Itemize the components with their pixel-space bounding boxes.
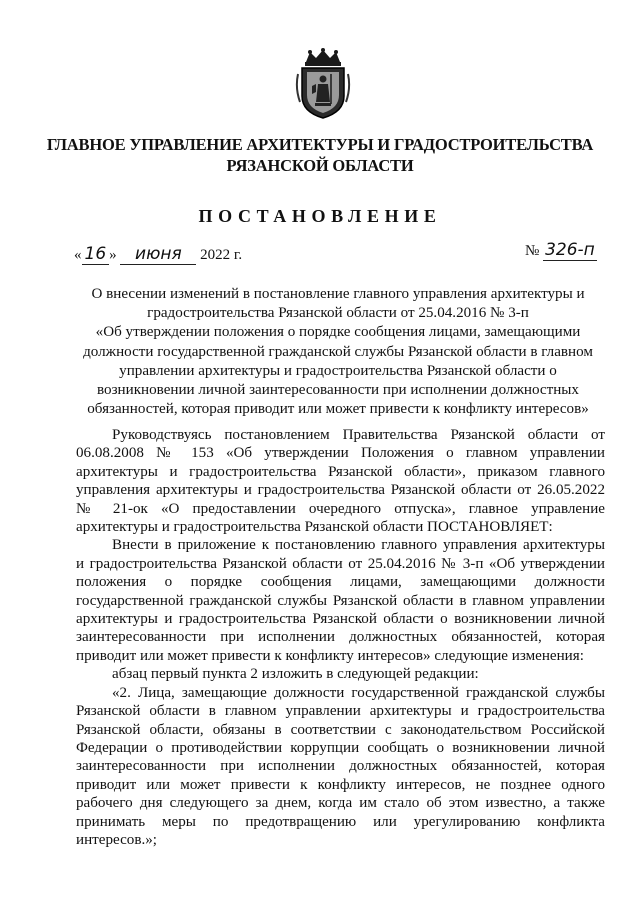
body-line: Рязанской области, обязаны в соответствии с законодательством Российской: [76, 721, 605, 738]
subject-line: управлении архитектуры и градостроительства Рязанской области о: [119, 362, 557, 379]
body-line: государственной гражданской службы Рязанской области в главном управлении: [76, 592, 605, 609]
subject-line: возникновении личной заинтересованности при исполнении должностных: [97, 382, 579, 399]
coat-of-arms-emblem: [294, 48, 352, 120]
subject-line: обязанностей, которая приводит или может привести к конфликту интересов»: [87, 401, 589, 418]
document-type-title: ПОСТАНОВЛЕНИЕ: [198, 206, 442, 226]
body-line: интересов.»;: [76, 831, 157, 848]
body-line: приводит или может привести к конфликту интересов, не позднее одного: [76, 776, 605, 793]
document-body: [76, 426, 605, 849]
subject-line: «Об утверждении положения о порядке сообщения лицами, замещающими: [95, 324, 581, 341]
subject-line: градостроительства Рязанской области от 25.04.2016 № 3-п: [147, 305, 529, 322]
body-line: абзац первый пункта 2 изложить в следующей редакции:: [112, 666, 479, 683]
body-line: и градостроительства Рязанской области от 25.04.2016 № 3-п «Об утверждении: [76, 555, 605, 572]
body-line: положения о порядке сообщения лицами, замещающими должности: [76, 574, 605, 591]
date-quote-close: »: [109, 247, 117, 263]
date-quote-open: «: [74, 247, 82, 263]
org-name-line1: ГЛАВНОЕ УПРАВЛЕНИЕ АРХИТЕКТУРЫ И ГРАДОСТРОИТЕЛЬСТВА: [46, 135, 594, 154]
body-line: заинтересованности при исполнении должностных обязанностей, которая: [76, 758, 605, 775]
subject-line: О внесении изменений в постановление главного управления архитектуры и: [91, 286, 585, 302]
body-line: заинтересованности при исполнении должностных обязанностей, которая: [76, 629, 605, 646]
date-year: 2022 г.: [200, 247, 243, 263]
body-line: архитектуры и градостроительства Рязанской области ПОСТАНОВЛЯЕТ:: [76, 519, 553, 536]
body-line: «2. Лица, замещающие должности государственной гражданской службы: [112, 684, 605, 701]
subject-line: должности государственной гражданской службы Рязанской области в главном: [83, 343, 593, 360]
body-line: архитектуры и градостроительства Рязанской области», приказом главного: [76, 463, 605, 480]
document-date: [74, 244, 242, 265]
body-line: Федерации о противодействии коррупции сообщать о возникновении личной: [76, 739, 605, 756]
body-line: управления архитектуры и градостроительства Рязанской области от 26.05.2022: [76, 482, 605, 499]
body-line: архитектуры и градостроительства Рязанской области о возникновении личной: [76, 611, 605, 628]
date-day: 16: [82, 244, 110, 265]
body-line: Руководствуясь постановлением Правительства Рязанской области от: [112, 427, 605, 443]
document-subject: [74, 285, 602, 419]
body-line: рабочего дня следующего за днем, когда им стало об этом известно, а также: [76, 795, 605, 812]
document-number: [525, 240, 597, 261]
body-line: Внести в приложение к постановлению главного управления архитектуры: [112, 537, 605, 554]
body-line: № 21-ок «О предоставлении очередного отпуска», главное управление: [76, 500, 605, 517]
body-line: Рязанской области в главном управлении архитектуры и градостроительства: [76, 703, 605, 720]
number-prefix: №: [525, 243, 540, 259]
body-line: приводит или может привести к конфликту интересов» следующие изменения:: [76, 647, 584, 664]
body-line: принимать меры по предотвращению или урегулированию конфликта: [76, 813, 605, 830]
body-line: 06.08.2008 № 153 «Об утверждении Положения о главном управлении: [76, 445, 605, 462]
date-month: июня: [120, 244, 196, 265]
number-value: 326-п: [545, 240, 595, 260]
org-name-line2: РЯЗАНСКОЙ ОБЛАСТИ: [226, 156, 414, 175]
